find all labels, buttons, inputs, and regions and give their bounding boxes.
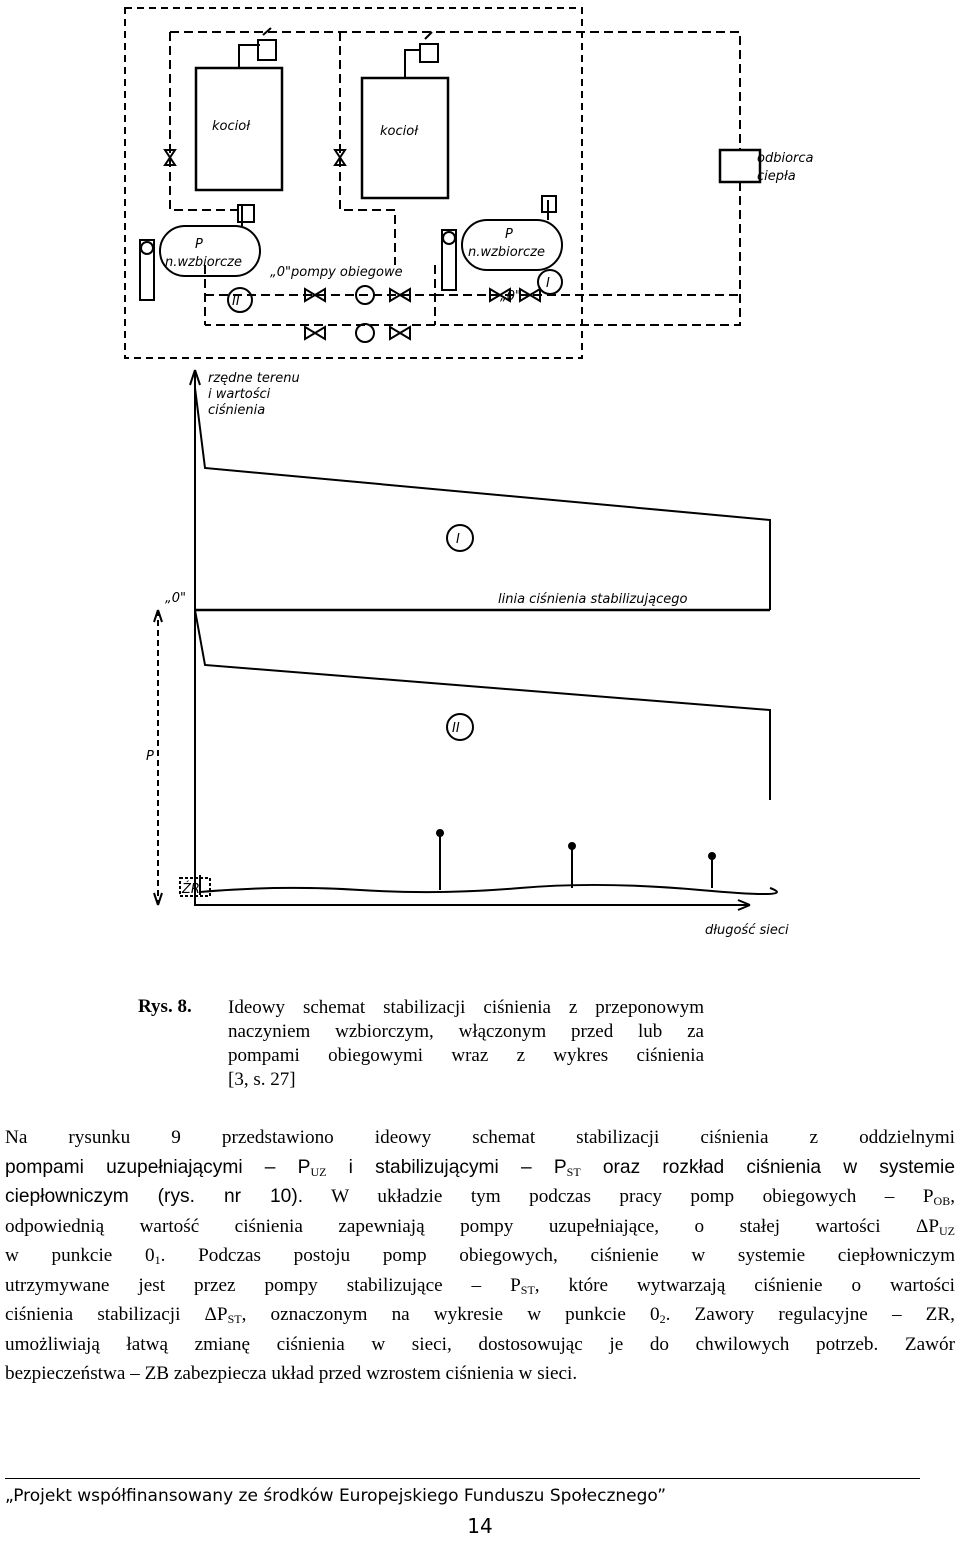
boiler-label: kocioł: [380, 124, 418, 139]
body-line: w punkcie $0_1$. Podczas postoju pomp obiegowych, ciśnienie w systemie ciepłowniczym: [5, 1245, 955, 1267]
page-number: 14: [467, 1514, 493, 1538]
footer-text: „Projekt współfinansowany ze środków Europejskiego Funduszu Społecznego”: [5, 1486, 667, 1506]
caption-line: Ideowy schemat stabilizacji ciśnienia z przeponowym: [228, 997, 704, 1018]
caption-line: naczyniem wzbiorczym, włączonym przed lub za: [228, 1021, 704, 1042]
network-length-label: długość sieci: [705, 923, 789, 938]
safety-valve-icon: [238, 205, 254, 222]
body-line: bezpieczeństwa – ZB zabezpiecza układ przed wzrostem ciśnienia w sieci.: [5, 1363, 578, 1384]
stab-line-label: linia ciśnienia stabilizującego: [498, 592, 688, 607]
circle-numeral: I: [456, 532, 460, 547]
caption-line: [3, s. 27]: [228, 1069, 296, 1090]
axis-label: rzędne terenu: [208, 371, 300, 386]
body-line: ciepłowniczym (rys. nr 10). W układzie tym podczas pracy pomp obiegowych – $P_{OB}$,: [5, 1186, 955, 1208]
heat-consumer: [720, 150, 760, 182]
safety-valve-icon: [420, 32, 438, 62]
body-paragraph: [5, 1123, 955, 1389]
body-line: umożliwiają łatwą zmianę ciśnienia w sieci, dostosowując je do chwilowych potrzeb. Zawór: [5, 1333, 955, 1355]
body-line: utrzymywane jest przez pompy stabilizujące – $P_{ST}$, które wytwarzają ciśnienie o wartości: [5, 1274, 955, 1297]
zero-label: „0": [500, 289, 521, 304]
zero-label: „0": [165, 591, 186, 606]
vessel-p-label: P: [195, 237, 203, 252]
pressure-line-1: [195, 388, 770, 610]
body-line: pompami uzupełniającymi – $P_{UZ}$ i stabilizującymi – $P_{ST}$ oraz rozkład ciśnienia w systemie: [5, 1156, 955, 1179]
pumps-label: „0"pompy obiegowe: [270, 265, 403, 280]
body-line: odpowiednią wartość ciśnienia zapewniają pompy uzupełniające, o stałej wartości $\Delta P_{UZ}$: [5, 1215, 955, 1238]
consumer-label: odbiorca: [757, 151, 814, 166]
supply-line: [170, 32, 740, 150]
circle-numeral: I: [546, 276, 550, 291]
boiler-label: kocioł: [212, 119, 250, 134]
circle-numeral: II: [232, 294, 240, 309]
zr-label: ŹR: [182, 882, 200, 897]
circle-numeral: II: [452, 721, 460, 736]
pressure-line-2: [195, 610, 770, 800]
circulation-pump-icon: [356, 324, 374, 342]
axis-label: i wartości: [208, 387, 271, 402]
terrain-line: [200, 885, 777, 894]
vessel-p-label: P: [505, 227, 513, 242]
vessel-name-label: n.wzbiorcze: [165, 255, 242, 270]
figure-label: Rys. 8.: [138, 996, 192, 1017]
caption-line: pompami obiegowymi wraz z wykres ciśnienia: [228, 1045, 704, 1066]
body-line: ciśnienia stabilizacji $\Delta P_{ST}$, oznaczonym na wykresie w punkcie $0_2$. Zawory regulacyjne – ZR,: [5, 1304, 955, 1326]
consumer-label: ciepła: [757, 169, 796, 184]
axis-label: ciśnienia: [208, 403, 266, 418]
vessel-name-label: n.wzbiorcze: [468, 245, 545, 260]
p-dim-label: P: [146, 749, 154, 764]
footer-divider: [5, 1478, 920, 1479]
boiler-room-boundary: [125, 8, 582, 358]
y-axis: [195, 370, 750, 905]
figure-caption: [228, 996, 704, 1092]
body-line: Na rysunku 9 przedstawiono ideowy schemat stabilizacji ciśnienia z oddzielnymi: [5, 1127, 955, 1148]
